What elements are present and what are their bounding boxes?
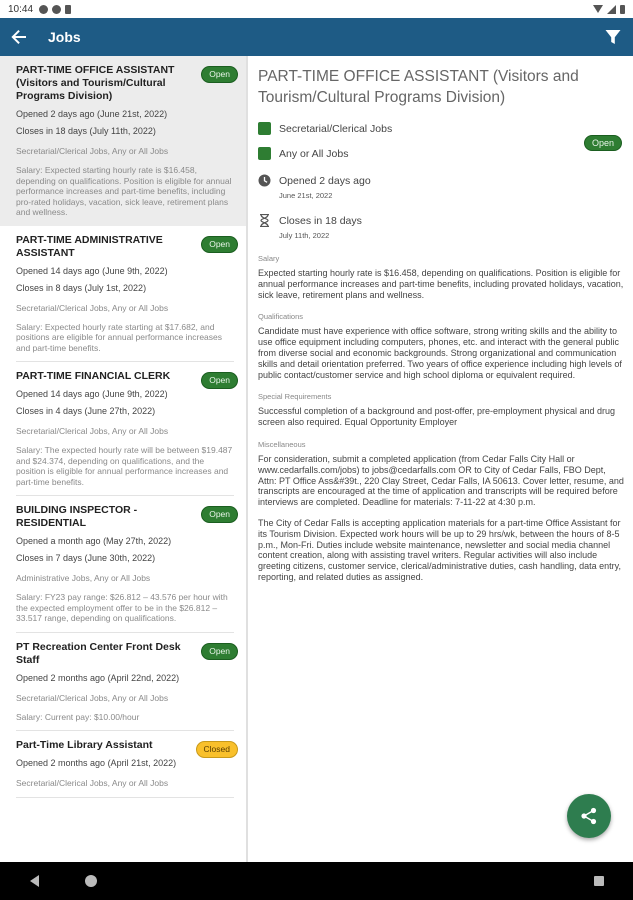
job-salary: Salary: Expected hourly rate starting at $17.682, and positions are eligible for annual performance increases and part-time benefits. [16, 321, 223, 353]
app-bar [0, 18, 633, 56]
job-categories: Secretarial/Clerical Jobs, Any or All Jobs [16, 302, 169, 313]
miscellaneous-text: For consideration, submit a completed application (from Cedar Falls City Hall or www.cedarfalls.com/jobs) to jobs@cedarfalls.com OR to City of Cedar Falls, FBO Dept, Attn: PT Office Ass&#39t., 220 Clay Street, Cedar Falls, IA 50613. Cover letter, resume, and transcripts are encouraged at the time of application and transcripts will be required before interviews are completed. Deadline for materials: 7-11-22 at 4:30 p.m. [258, 453, 624, 508]
detail-title: PART-TIME OFFICE ASSISTANT (Visitors and Tourism/Cultural Programs Division) [258, 68, 579, 106]
sync-icon [52, 5, 61, 14]
detail-category: Secretarial/Clerical Jobs [279, 122, 393, 135]
job-closes: Closes in 8 days (July 1st, 2022) [16, 282, 147, 293]
job-opened: Opened 2 months ago (April 21st, 2022) [16, 758, 177, 768]
detail-opened-row [258, 174, 626, 187]
detail-closes-date: July 11th, 2022 [279, 231, 330, 240]
job-categories: Administrative Jobs, Any or All Jobs [16, 573, 151, 583]
job-categories: Secretarial/Clerical Jobs, Any or All Jobs [16, 146, 169, 156]
qualifications-text: Candidate must have experience with office software, strong writing skills and the ability to use office equipment including computers, phones, etc. and interact with the general public from diverse social and economic backgrounds. Strong organizational and communication skills and detail orientation preferred. Two years of office experience including high levels of public contact/customer service and high school diploma or equivalent required. [258, 326, 622, 380]
job-title: PART-TIME OFFICE ASSISTANT (Visitors and Tourism/Cultural Programs Division) [16, 64, 175, 102]
category-color-icon [258, 122, 271, 135]
detail-status-badge: Open [584, 135, 622, 151]
job-card[interactable] [0, 226, 246, 363]
clock-icon [258, 174, 271, 187]
back-button[interactable] [0, 18, 38, 56]
job-detail [258, 66, 626, 583]
detail-closes-row [258, 214, 626, 227]
notification-icon [39, 5, 48, 14]
miscellaneous-heading: Miscellaneous [258, 439, 306, 449]
job-title: BUILDING INSPECTOR - RESIDENTIAL [16, 504, 138, 529]
job-list[interactable] [0, 56, 246, 862]
job-categories: Secretarial/Clerical Jobs, Any or All Jobs [16, 426, 169, 436]
wifi-icon [593, 5, 603, 13]
detail-category-row [258, 122, 626, 135]
job-closes: Closes in 7 days (June 30th, 2022) [16, 553, 156, 563]
job-title: PT Recreation Center Front Desk Staff [16, 640, 181, 666]
status-bar [0, 0, 633, 18]
job-card[interactable] [0, 56, 246, 226]
status-badge: Open [201, 643, 238, 660]
qualifications-heading: Qualifications [258, 312, 304, 322]
status-badge: Open [201, 372, 238, 389]
job-title: PART-TIME FINANCIAL CLERK [16, 370, 171, 382]
miscellaneous-text: The City of Cedar Falls is accepting application materials for a part-time Office Assistant for its Tourism Division. Expected work hours will be up to 29 hrs/wk, between the hours of 8-5 p.m., Mon-Fri. Duties include website maintenance, newsletter and social media channel content creation, along with assisting travel writers. Regular activities will also include greeting citizens, customer service, clerical/administrative duties, cash handling, data entry, reporting, and related duties as assigned. [258, 517, 622, 582]
salary-heading: Salary [258, 254, 280, 263]
job-categories: Secretarial/Clerical Jobs, Any or All Jobs [16, 692, 169, 703]
detail-opened: Opened 2 days ago [279, 174, 371, 187]
share-button[interactable] [567, 794, 611, 838]
status-badge: Closed [196, 741, 238, 758]
status-badge: Open [201, 66, 238, 83]
pane-divider [246, 56, 248, 862]
special-requirements-text: Successful completion of a background and post-offer, pre-employment physical and drug screen also required. Equal Opportunity Employer [258, 406, 616, 428]
job-salary: Salary: Current pay: $10.00/hour [16, 711, 140, 722]
job-salary: Salary: The expected hourly rate will be between $19.487 and $24.374, depending on qualifications, and the position is eligible for annual performance increases and part-time benefits. [16, 445, 233, 487]
detail-closes: Closes in 18 days [279, 214, 362, 227]
system-nav-bar [0, 862, 633, 900]
status-badge: Open [201, 236, 238, 253]
job-card[interactable] [0, 362, 246, 496]
status-badge: Open [201, 506, 238, 523]
nav-recents-icon[interactable] [594, 876, 604, 886]
salary-text: Expected starting hourly rate is $16.458, depending on qualifications. Position is eligible for annual performance increases and part-time benefits, including provated holidays, vacation, sick leave, retirement plans and wellness. [258, 268, 624, 300]
share-icon [580, 807, 598, 825]
status-time: 10:44 [8, 3, 34, 15]
job-opened: Opened 14 days ago (June 9th, 2022) [16, 265, 168, 276]
job-opened: Opened a month ago (May 27th, 2022) [16, 536, 172, 546]
job-opened: Opened 2 months ago (April 22nd, 2022) [16, 672, 180, 683]
job-closes: Closes in 4 days (June 27th, 2022) [16, 406, 156, 416]
job-title: PART-TIME ADMINISTRATIVE ASSISTANT [16, 233, 163, 259]
job-card[interactable] [0, 496, 246, 633]
job-title: Part-Time Library Assistant [16, 739, 153, 751]
nav-back-icon[interactable] [30, 875, 39, 887]
detail-category-row [258, 147, 626, 160]
battery-icon [620, 5, 625, 14]
filter-icon [605, 29, 621, 45]
page-title: Jobs [48, 29, 81, 45]
detail-category: Any or All Jobs [279, 147, 349, 160]
job-card[interactable] [0, 633, 246, 732]
hourglass-icon [258, 214, 271, 227]
arrow-left-icon [11, 29, 27, 45]
filter-button[interactable] [593, 18, 633, 56]
detail-opened-date: June 21st, 2022 [279, 191, 333, 200]
job-card[interactable] [0, 731, 246, 798]
signal-icon [607, 5, 616, 14]
job-salary: Salary: FY23 pay range: $26.812 – 43.576 per hour with the expected employment offer to be in the $26.812 – 33.517 range, depending on qualifications. [16, 592, 228, 623]
nav-home-icon[interactable] [85, 875, 97, 887]
special-requirements-heading: Special Requirements [258, 392, 332, 402]
job-categories: Secretarial/Clerical Jobs, Any or All Jobs [16, 778, 169, 788]
sim-icon [65, 5, 71, 14]
job-opened: Opened 14 days ago (June 9th, 2022) [16, 389, 168, 399]
job-opened: Opened 2 days ago (June 21st, 2022) [16, 109, 168, 119]
category-color-icon [258, 147, 271, 160]
job-closes: Closes in 18 days (July 11th, 2022) [16, 126, 156, 136]
job-salary: Salary: Expected starting hourly rate is $16.458, depending on qualifications. Position is eligible for annual performance increases and part-time benefits, including pro-rated holidays, vacation, sick leave, retirement plans and wellness. [16, 165, 232, 217]
